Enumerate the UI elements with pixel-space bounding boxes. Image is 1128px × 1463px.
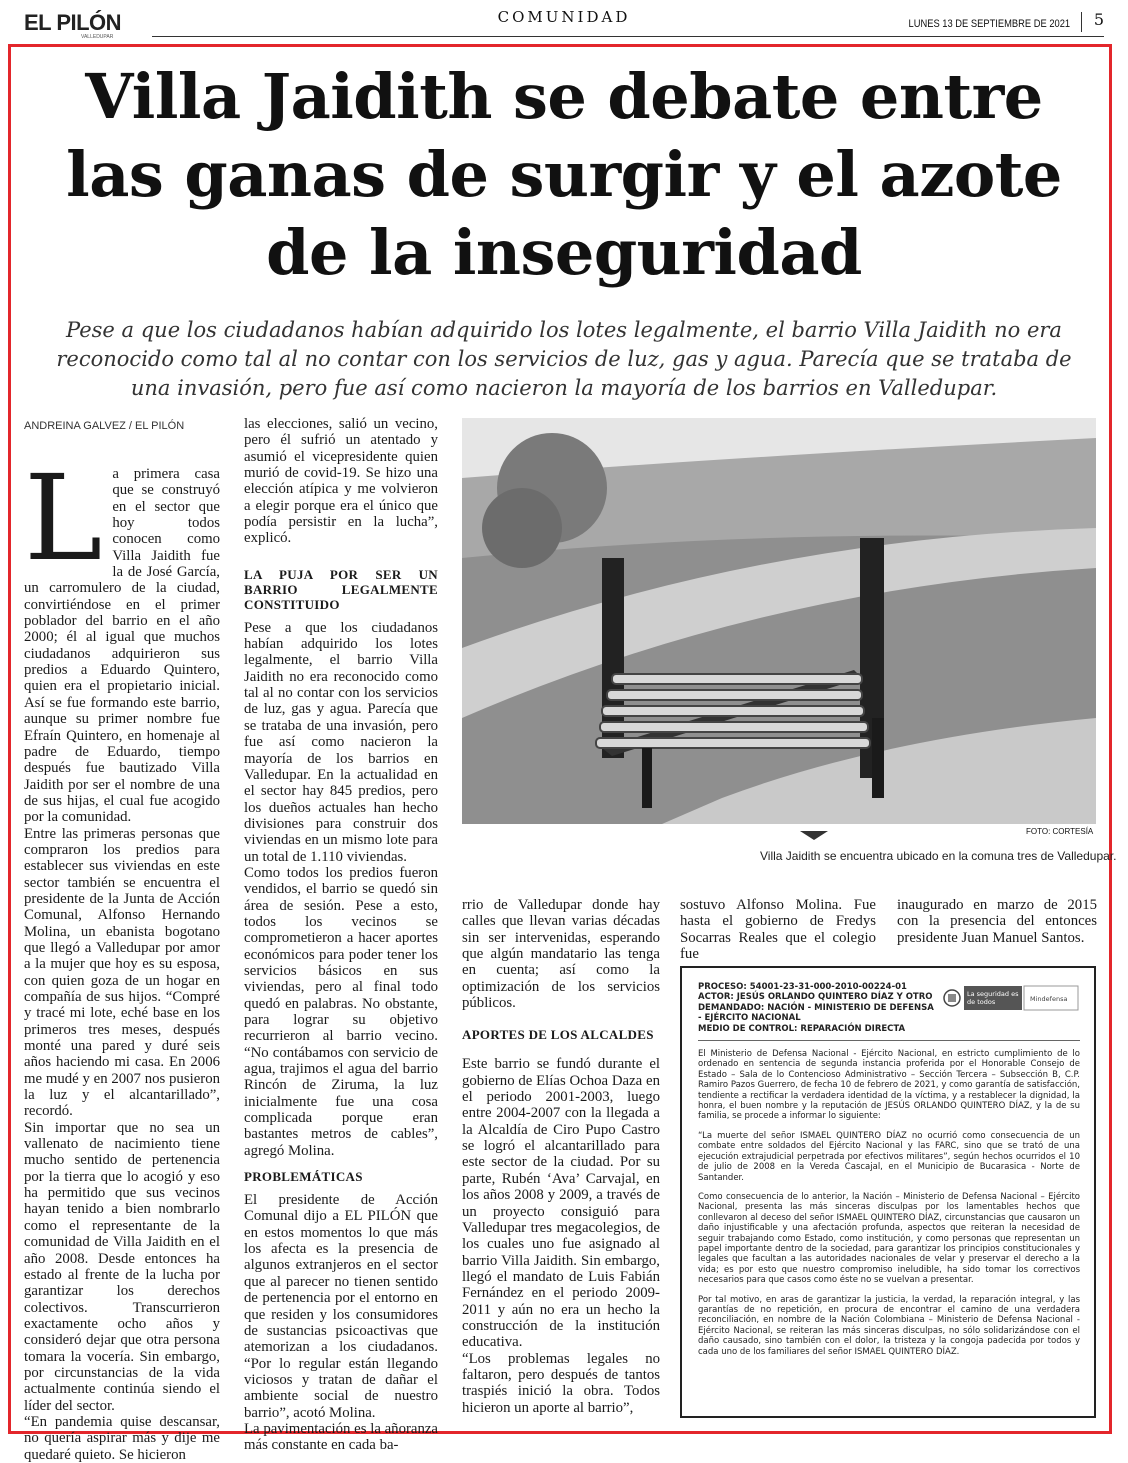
- caption-arrow-icon: [800, 831, 828, 840]
- drop-cap: L: [24, 449, 103, 587]
- article-photo: [462, 418, 1096, 824]
- notice-paragraph: “La muerte del señor ISMAEL QUINTERO DÍAZ no ocurrió como consecuencia de un combate entre soldados del Ejército Nacional y las FARC, sino que se trató de una ejecución extrajudicial perpetrada por efectivos militares”, según hechos ocurridos el 10 de julio de 2008 en la Vereda Cascajal, en el Municipio de Bucarasica - Norte de Santander.: [698, 1130, 1080, 1183]
- notice-header: [698, 982, 938, 1034]
- notice-paragraph: Como consecuencia de lo anterior, la Nación – Ministerio de Defensa Nacional – Ejército Nacional, presenta las más sinceras disculpas por los lamentables hechos que conllevaron al deceso del señor ISMAEL QUINTERO DÍAZ, circunstancias que causaron un daño injustificable y una afectación profunda, aspectos que reiteran la necesidad de seguir trabajando como Estado, como institución, y como personas que representan un papel importante dentro de la sociedad, para garantizar los principios constitucionales y legales que facultan a las autoridades nacionales de velar y preservar el derecho a la vida; es por esto que nuestro compromiso ineludible, ha sido tomar los correctivos necesarios para que casos como éste no se vuelvan a presentar.: [698, 1191, 1080, 1286]
- subheading: LA PUJA POR SER UN BARRIO LEGALMENTE CONSTITUIDO: [244, 566, 438, 612]
- notice-actor: ACTOR: JESÚS ORLANDO QUINTERO DÍAZ Y OTRO: [698, 992, 933, 1003]
- deck: Pese a que los ciudadanos habían adquirido los lotes legalmente, el barrio Villa Jaidith no era reconocido como tal al no contar con los servicios de luz, gas y agua. Parecía que se trataba de una invasión, pero fue así como nacieron la mayoría de los barrios en Valledupar.: [56, 318, 1072, 400]
- article-column-3: [462, 897, 660, 1416]
- newspaper-logo: EL PILÓN: [24, 10, 122, 35]
- masthead: [24, 8, 1104, 38]
- page-number: 5: [1093, 10, 1104, 29]
- logo-slogan: La seguridad es de todos: [967, 990, 1019, 1006]
- photo-caption: Villa Jaidith se encuentra ubicado en la comuna tres de Valledupar.: [760, 849, 1117, 863]
- subheading: APORTES DE LOS ALCALDES: [462, 1027, 654, 1043]
- ministry-logo: [942, 982, 1082, 1014]
- notice-control: MEDIO DE CONTROL: REPARACIÓN DIRECTA: [698, 1023, 906, 1034]
- paragraph: Sin importar que no sea un vallenato de nacimiento tiene mucho sentido de pertenencia por la tierra que lo acogió y eso ha permitido que sus vecinos hayan tenido a bien nombrarlo como el representante de la comunidad de Villa Jaidith en el año 2008. Desde entonces ha estado al frente de la lucha por garantizar los derechos colectivos. Transcurrieron exactamente ocho años y consideró dejar que otra persona tomara la vocería. Sin embargo, por circunstancias de la vida actualmente continúa siendo el líder del sector.: [24, 1119, 220, 1414]
- paragraph: Este barrio se fundó durante el gobierno de Elías Ochoa Daza en el periodo 2001-2003, luego entre 2004-2007 con la llegada a la Alcaldía de Ciro Pupo Castro se logró el alcantarillado para este sector de la ciudad. Por su parte, Rubén ‘Ava’ Carvajal, en los años 2008 y 2009, a través de un proyecto consiguió para Valledupar tres megacolegios, de los cuales uno fue asignado al barrio Villa Jaidith. Sin embargo, llegó el mandato de Luis Fabián Fernández en el periodo 2009-2011 y aún no era un hecho la construcción de la institución educativa.: [462, 1056, 660, 1351]
- issue-date: LUNES 13 DE SEPTIEMBRE DE 2021: [908, 18, 1070, 30]
- paragraph: a primera casa que se construyó en el sector que hoy todos conocen como Villa Jaidith fue la de José García, un carromulero de la ciudad, convirtiéndose en el primer poblador del barrio en el año 2000; él al igual que muchos ciudadanos adquirieron sus predios a Eduardo Quintero, quien era el propietario inicial. Así se fue formando este barrio, aunque su primer nombre fue Efraín Quintero, en homenaje al padre de Eduardo, tiempo después fue bautizado Villa Jaidith por ser el nombre de una de sus hijas, el cual fue acogido por la comunidad.: [24, 466, 220, 826]
- headline: Villa Jaidith se debate entre las ganas de surgir y el azote de la inseguridad: [66, 60, 1062, 289]
- paragraph: inaugurado en marzo de 2015 con la presencia del entonces presidente Juan Manuel Santos.: [897, 897, 1097, 946]
- legal-notice-box: [680, 966, 1096, 1418]
- notice-process: PROCESO: 54001-23-31-000-2010-00224-01: [698, 982, 907, 992]
- paragraph: La pavimentación es la añoranza más constante en cada ba-: [244, 1420, 438, 1454]
- bench-photo-illustration: [462, 418, 1096, 824]
- paragraph: sostuvo Alfonso Molina. Fue hasta el gobierno de Fredys Socarras Reales que el colegio fue: [680, 897, 876, 963]
- section-name: COMUNIDAD: [497, 8, 631, 26]
- paragraph: Entre las primeras personas que compraron los predios para establecer sus viviendas en este sector también se encuentra el presidente de la Junta de Acción Comunal, Alfonso Hernando Molina, un ebanista bogotano que llegó a Valledupar por amor a la mujer que hoy es su esposa, con quien goza de un hogar en compañía de sus hijos. “Compré y tracé mi lote, eché base en los primeros tres meses, después monté una pared y duré seis años haciendo mi casa. En 2006 me mudé y en 2007 nos pusieron la luz y el alcantarillado”, recordó.: [24, 825, 220, 1120]
- subheading: PROBLEMÁTICAS: [244, 1169, 363, 1185]
- paragraph: “Los problemas legales no faltaron, pero después de tantos traspiés inició la obra. Todos hicieron un aporte al barrio”,: [462, 1350, 660, 1416]
- notice-defendant: DEMANDADO: NACIÓN - MINISTERIO DE DEFENSA - EJÉRCITO NACIONAL: [698, 1002, 934, 1024]
- logo-subtitle: VALLEDUPAR: [81, 34, 114, 40]
- paragraph: “En pandemia quise descansar, no quería aspirar más y dije me quedaré quieto. Se hicieron: [24, 1413, 220, 1463]
- paragraph: rrio de Valledupar donde hay calles que llevan varias décadas sin ser intervenidas, esperando que algún mandatario las tenga en cuenta; así como la optimización de los servicios públicos.: [462, 897, 660, 1012]
- photo-credit: FOTO: CORTESÍA: [1026, 827, 1094, 836]
- paragraph: Como todos los predios fueron vendidos, el barrio se quedó sin área de sesión. Pese a esto, todos los vecinos se comprometieron a hacer aportes económicos para poder tener los servicios básicos en sus viviendas, pero al final todo quedó en palabras. No obstante, para lograr su objetivo recurrieron al barrio vecino. “No contábamos con servicio de agua, trajimos el agua del barrio Rincón de Ziruma, la luz inicialmente fue una cosa complicada porque eran bastantes metros de cables”, agregó Molina.: [244, 864, 438, 1159]
- paragraph: las elecciones, salió un vecino, pero él sufrió un atentado y asumió el vicepresidente quien murió de covid-19. Se hizo una elección atípica y me volvieron a elegir porque era el único que podía persistir en la lucha”, explicó.: [244, 416, 438, 547]
- notice-divider: [698, 1040, 1080, 1041]
- masthead-rule: [152, 36, 1104, 37]
- article-column-4: [680, 897, 876, 962]
- notice-paragraph: El Ministerio de Defensa Nacional - Ejército Nacional, en estricto cumplimiento de lo ordenado en sentencia de segunda instancia proferida por el Honorable Consejo de Estado – Sala de lo Contencioso Administrativo – Sección Tercera – Subsección B, C.P. Ramiro Pazos Guerrero, de fecha 10 de febrero de 2021, y como garantía de satisfacción, tendiente a rectificar la verdadera identidad de la víctima, y a restablecer la dignidad, la honra, el buen nombre y la reputación de JESÚS ORLANDO QUINTERO DÍAZ, y la de su familia, se procede a informar lo siguiente:: [698, 1049, 1080, 1122]
- paragraph: Pese a que los ciudadanos habían adquirido los lotes legalmente, el barrio Villa Jaidith no era reconocido como tal al no contar con los servicios de luz, gas y agua. Parecía que se trataba de una invasión, pero fue así como nacieron la mayoría de los barrios en Valledupar. En la actualidad en el sector hay 845 predios, pero los dueños actuales han hecho divisiones para construir dos viviendas en un mismo lote para un total de 1.110 viviendas.: [244, 619, 438, 865]
- article-column-2: [244, 416, 438, 1454]
- paragraph: El presidente de Acción Comunal dijo a EL PILÓN que en estos momentos lo que más los afecta es la presencia de algunos extranjeros en el sector que al parecer no tienen sentido de pertenencia por el entorno en que residen y los consumidores de sustancias psicoactivas que atemorizan a los ciudadanos. “Por lo regular están llegando viciosos y tratan de dañar el ambiente social de nuestro barrio”, acotó Molina.: [244, 1192, 438, 1421]
- notice-paragraph: Por tal motivo, en aras de garantizar la justicia, la verdad, la reparación integral, y las garantías de no repetición, en procura de encontrar el camino de una verdadera reconciliación, en nombre de la Nación Colombiana – Ministerio de Defensa Nacional - Ejército Nacional, se reiteran las más sinceras disculpas, no sólo solidarizándose con el daño causado, sino también con el dolor, la tristeza y la congoja padecida por todos y cada uno de los familiares del señor ISMAEL QUINTERO DÍAZ.: [698, 1294, 1080, 1357]
- logo-ministry: Mindefensa: [1030, 995, 1068, 1003]
- article-column-5: [897, 897, 1097, 946]
- byline: ANDREINA GALVEZ / EL PILÓN: [24, 420, 185, 432]
- article-column-1: [24, 449, 220, 1463]
- page-separator: [1081, 12, 1082, 32]
